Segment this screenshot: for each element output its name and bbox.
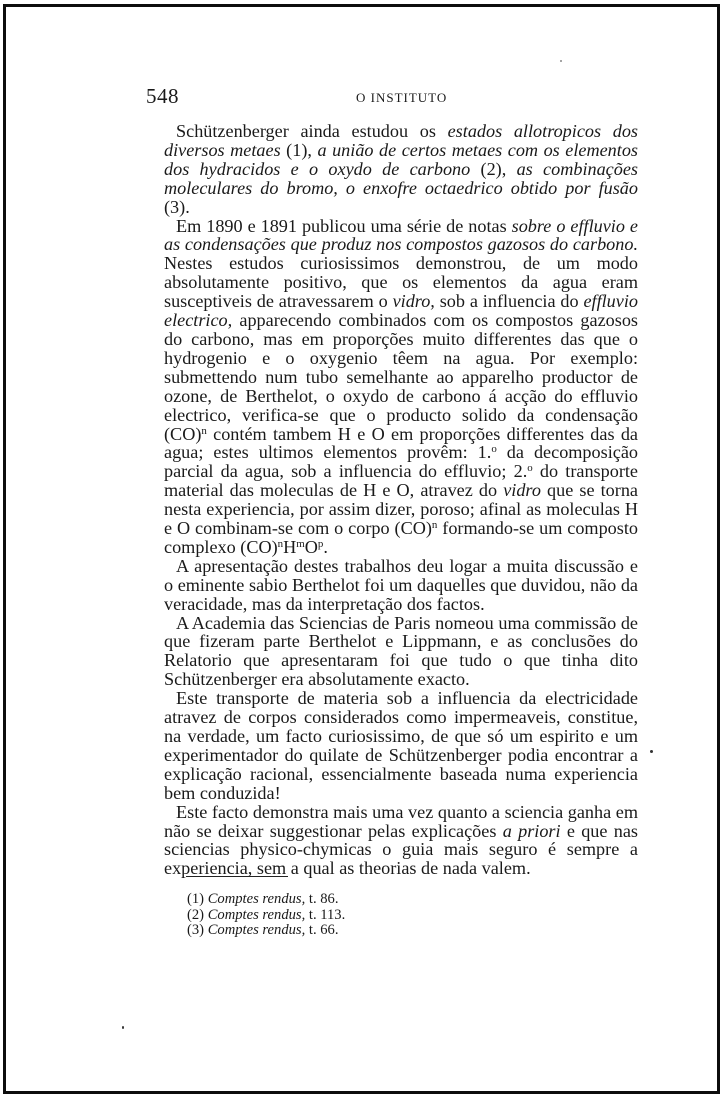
superscript: n <box>431 519 438 532</box>
italic-span: sobre o effluvio e as condensações que produz nos compostos gazosos do carbono. <box>164 215 638 255</box>
paragraph-5: Este transporte de materia sob a influencia da electricidade atravez de corpos considerados como impermeaveis, constitue, na verdade, um facto curiosissimo, de que só um espirito e um experimentador do quilate de Schützenberger podia encontrar a explicação racional, essencialmente baseada numa experiencia bem conduzida! <box>164 688 638 803</box>
superscript: o <box>491 443 497 456</box>
footnote-marker: (2) <box>187 906 205 923</box>
paragraph-4: A Academia das Sciencias de Paris nomeou uma commissão de que fizeram parte Berthelot e Lippmann, e as conclusões do Relatorio que apresentaram foi que tudo o que tinha dito Schützenberger era absolutamente exacto. <box>164 612 638 690</box>
paragraph-6 <box>164 803 638 879</box>
page-header <box>146 84 636 112</box>
text-span: O <box>304 536 318 557</box>
superscript: p <box>317 537 324 550</box>
text-span: (1), <box>280 139 318 160</box>
footnote-title: Comptes rendus, <box>207 922 306 938</box>
italic-span: vidro, <box>392 291 435 312</box>
footnote-ref: t. 86. <box>308 891 339 907</box>
italic-span: vidro <box>503 480 541 501</box>
footnote-title: Comptes rendus, <box>207 891 306 907</box>
footnote-title: Comptes rendus, <box>207 906 306 923</box>
page-number: 548 <box>146 84 179 108</box>
superscript: o <box>527 462 533 475</box>
scan-speck <box>560 60 562 62</box>
superscript: n <box>277 537 284 550</box>
text-span: que se torna nesta experiencia, por assim dizer, poroso; afinal as moleculas H e O combinam-se com o corpo (CO) <box>164 480 639 539</box>
italic-span: a união de certos metaes com os elementos dos hydracidos e o oxydo de carbono <box>164 139 638 179</box>
superscript: m <box>296 537 305 550</box>
text-span: e que nas sciencias physico-chymicas o guia mais seguro é sempre a experiencia, sem a qual as theorias de nada valem. <box>164 820 639 879</box>
paragraph-1 <box>164 122 638 217</box>
scan-speck <box>650 750 653 753</box>
text-span: Em 1890 e 1891 publicou uma série de notas <box>176 215 512 236</box>
text-span: da decomposição parcial da agua, sob a influencia do effluvio; 2. <box>164 442 638 482</box>
footnote-marker: (3) <box>187 922 205 938</box>
paragraph-3: A apresentação destes trabalhos deu logar a muita discussão e o eminente sabio Berthelot foi um daquelles que duvidou, não da veracidade, mas da interpretação dos factos. <box>164 555 638 614</box>
italic-span: estados allotropicos dos diversos metaes <box>164 121 639 160</box>
footnote-ref: t. 113. <box>308 906 346 923</box>
running-head: O INSTITUTO <box>356 90 448 105</box>
superscript: n <box>201 424 207 437</box>
scan-speck <box>122 1026 124 1029</box>
footnote-3 <box>187 923 487 939</box>
italic-span: effluvio electrico, <box>164 291 638 331</box>
text-span: apparecendo combinados com os compostos gazosos do carbono, mas em proporções muito differentes das que o hydrogenio e o oxygenio têem na agua. Por exemplo: submettendo num tubo semelhante ao apparelho productor de ozone, de Berthelot, o oxydo de carbono á acção do effluvio electrico, verifica-se que o producto solido da condensação (CO) <box>164 310 638 444</box>
footnotes <box>187 892 487 939</box>
body-text <box>164 122 638 878</box>
text-span: (3). <box>164 196 190 217</box>
text-span: sob a influencia do <box>434 291 584 312</box>
text-span: Schützenberger ainda estudou os <box>176 121 448 141</box>
text-span: Nestes estudos curiosissimos demonstrou, de um modo absolutamente positivo, que os elementos da agua eram susceptiveis de atravessarem o <box>164 253 638 312</box>
paragraph-2 <box>164 217 638 557</box>
text-span: . <box>323 536 328 557</box>
footnote-marker: (1) <box>187 891 205 907</box>
footnote-ref: t. 66. <box>308 922 339 938</box>
italic-span: a priori <box>502 820 561 841</box>
text-span: H <box>283 536 297 557</box>
text-span: formando-se um composto complexo (CO) <box>164 518 638 557</box>
text-span: contém tambem H e O em proporções differentes das da agua; estes ultimos elementos provêm: 1. <box>164 423 638 463</box>
italic-span: as combinações moleculares do bromo, o enxofre octaedrico obtido por fusão <box>164 158 638 198</box>
text-span: Este facto demonstra mais uma vez quanto a sciencia ganha em não se deixar suggestionar pelas explicações <box>164 801 638 841</box>
footnote-2 <box>187 908 487 924</box>
footnote-divider <box>186 876 288 877</box>
footnote-1 <box>187 892 487 908</box>
text-span: (2), <box>470 158 517 179</box>
text-span: do transporte material das moleculas de H e O, atravez do <box>164 461 638 501</box>
